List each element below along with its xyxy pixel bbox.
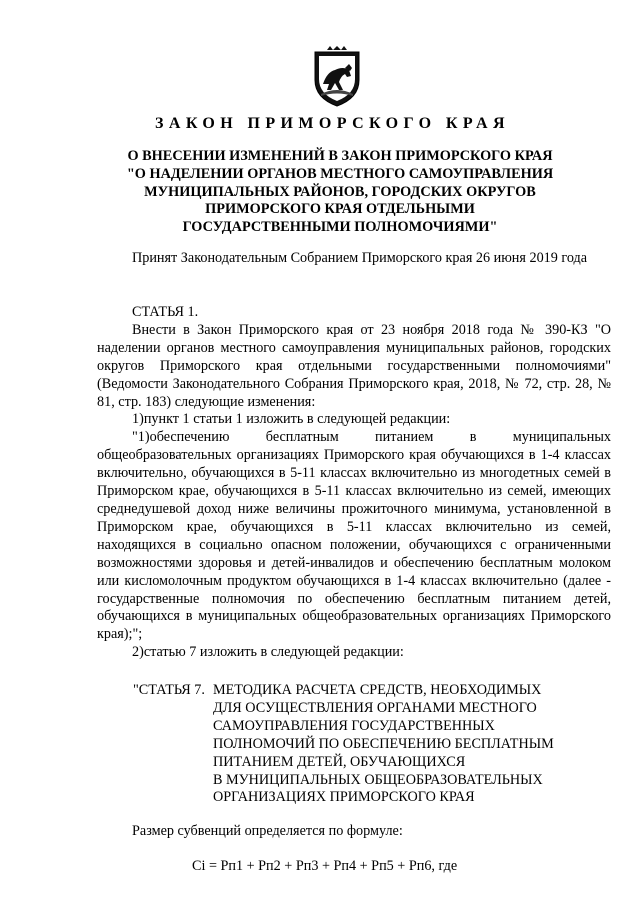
- new-article-title-line: САМОУПРАВЛЕНИЯ ГОСУДАРСТВЕННЫХ: [213, 717, 495, 734]
- coat-of-arms-emblem: [309, 46, 365, 108]
- adoption-note: Принят Законодательным Собранием Приморского края 26 июня 2019 года: [132, 250, 588, 266]
- subtitle-line: ПРИМОРСКОГО КРАЯ ОТДЕЛЬНЫМИ: [205, 201, 475, 218]
- subtitle-line: ГОСУДАРСТВЕННЫМИ ПОЛНОМОЧИЯМИ": [182, 219, 498, 236]
- new-article-title: [213, 682, 633, 807]
- subtitle-line: О ВНЕСЕНИИ ИЗМЕНЕНИЙ В ЗАКОН ПРИМОРСКОГО КРАЯ: [127, 148, 553, 164]
- law-subtitle: [95, 148, 585, 237]
- new-article-label: "СТАТЬЯ 7.: [133, 682, 205, 698]
- new-article-title-line: В МУНИЦИПАЛЬНЫХ ОБЩЕОБРАЗОВАТЕЛЬНЫХ: [213, 771, 543, 788]
- amendment-item-1-text: "1)обеспечению бесплатным питанием в муниципальных общеобразовательных организациях Приморского края обучающихся в 1-4 классах включительно, обучающихся в 5-11 классах включительно из многодетных семей в Приморском крае, обучающихся в 5-11 классах включительно из семей, имеющих среднедушевой доход ниже величины прожиточного минимума, установленной в Приморском крае, обучающихся в 5-11 классах включительно из семей, находящихся в социально опасном положении, обучающихся с ограниченными возможностями здоровья и детей-инвалидов и обеспечению бесплатным молоком или кисломолочным продуктом обучающихся в 1-4 классах включительно (далее - государственные полномочия по обеспечению бесплатным питанием детей, обучающихся в муниципальных общеобразовательных организациях Приморского края);";: [97, 429, 611, 643]
- new-article-title-line: ПОЛНОМОЧИЙ ПО ОБЕСПЕЧЕНИЮ БЕСПЛАТНЫМ: [213, 735, 554, 752]
- law-title: ЗАКОН ПРИМОРСКОГО КРАЯ: [155, 115, 510, 132]
- subvention-formula-intro: Размер субвенций определяется по формуле:: [132, 823, 403, 839]
- new-article-title-line: ОРГАНИЗАЦИЯХ ПРИМОРСКОГО КРАЯ: [213, 789, 475, 806]
- article-body: [97, 304, 611, 662]
- subtitle-line: "О НАДЕЛЕНИИ ОРГАНОВ МЕСТНОГО САМОУПРАВЛЕНИЯ: [126, 165, 554, 182]
- new-article-title-line: МЕТОДИКА РАСЧЕТА СРЕДСТВ, НЕОБХОДИМЫХ: [213, 682, 542, 698]
- article-heading: СТАТЬЯ 1.: [132, 304, 199, 320]
- new-article-title-line: ДЛЯ ОСУЩЕСТВЛЕНИЯ ОРГАНАМИ МЕСТНОГО: [213, 699, 537, 716]
- amendment-item-2: 2)статью 7 изложить в следующей редакции:: [132, 644, 404, 661]
- subvention-formula: Сi = Рп1 + Рп2 + Рп3 + Рп4 + Рп5 + Рп6, где: [192, 858, 458, 874]
- new-article-title-line: ПИТАНИЕМ ДЕТЕЙ, ОБУЧАЮЩИХСЯ: [213, 753, 466, 770]
- article-intro-paragraph: Внести в Закон Приморского края от 23 ноября 2018 года № 390-КЗ "О наделении органов местного самоуправления муниципальных районов, городских округов Приморского края отдельными государственными полномочиями" (Ведомости Законодательного Собрания Приморского края, 2018, № 72, стр. 28, № 81, стр. 183) следующие изменения:: [97, 321, 611, 410]
- subtitle-line: МУНИЦИПАЛЬНЫХ РАЙОНОВ, ГОРОДСКИХ ОКРУГОВ: [144, 183, 536, 200]
- amendment-item-1: 1)пункт 1 статьи 1 изложить в следующей редакции:: [132, 411, 451, 428]
